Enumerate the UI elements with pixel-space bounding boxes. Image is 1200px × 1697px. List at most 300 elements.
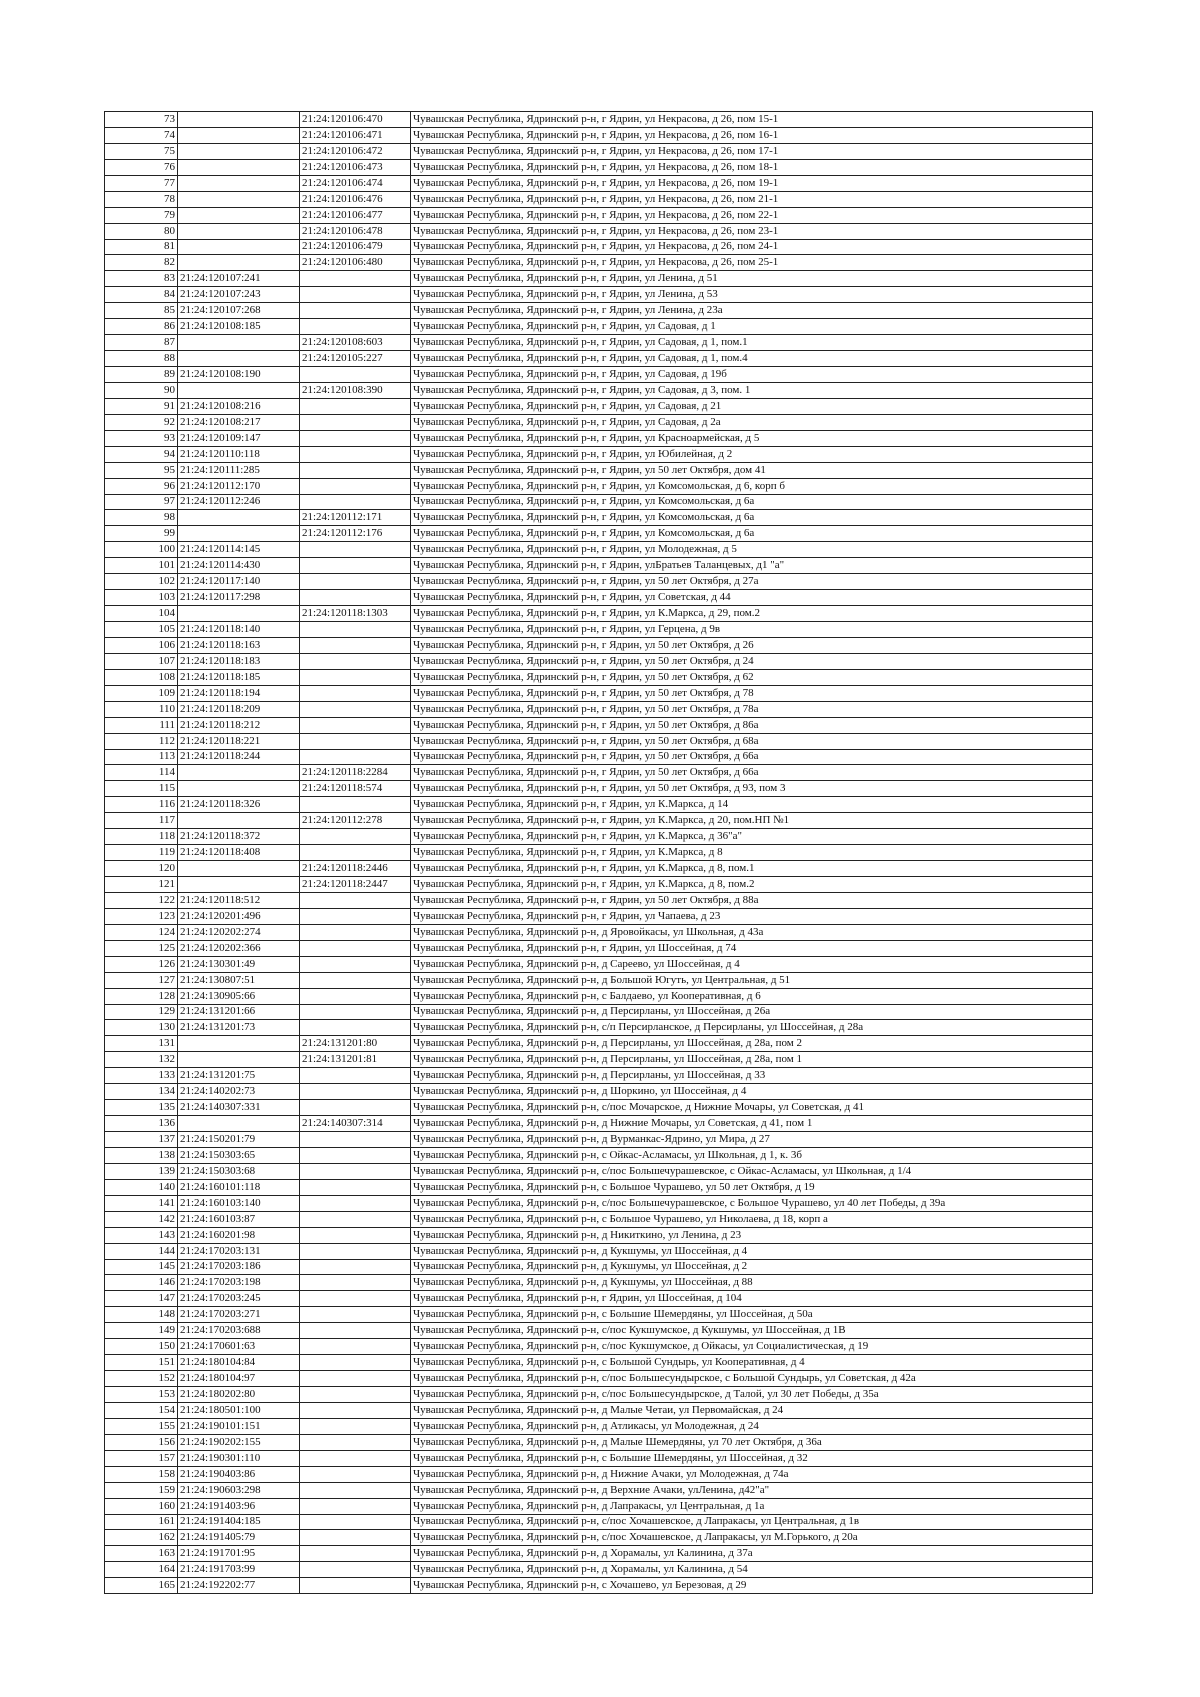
table-row	[105, 287, 1093, 303]
address-cell: Чувашская Республика, Ядринский р-н, г Ядрин, ул Некрасова, д 26, пом 24-1	[411, 239, 1093, 255]
address-cell: Чувашская Республика, Ядринский р-н, д Кукшумы, ул Шоссейная, д 4	[411, 1243, 1093, 1259]
land-cadastral-number-cell	[178, 223, 300, 239]
row-number-cell: 128	[105, 988, 178, 1004]
address-cell: Чувашская Республика, Ядринский р-н, с/пос Большесундырское, с Большой Сундырь, ул Советская, д 42а	[411, 1371, 1093, 1387]
address-cell: Чувашская Республика, Ядринский р-н, г Ядрин, ул 50 лет Октября, д 93, пом 3	[411, 781, 1093, 797]
row-number-cell: 108	[105, 669, 178, 685]
row-number-cell: 124	[105, 924, 178, 940]
table-row	[105, 303, 1093, 319]
address-cell: Чувашская Республика, Ядринский р-н, с/пос Кукшумское, д Ойкасы, ул Социалистическая, д 19	[411, 1339, 1093, 1355]
address-cell: Чувашская Республика, Ядринский р-н, г Ядрин, ул Садовая, д 1	[411, 319, 1093, 335]
premises-cadastral-number-cell	[300, 1339, 411, 1355]
land-cadastral-number-cell	[178, 813, 300, 829]
premises-cadastral-number-cell: 21:24:120118:2284	[300, 765, 411, 781]
row-number-cell: 123	[105, 908, 178, 924]
premises-cadastral-number-cell	[300, 271, 411, 287]
table-row	[105, 1434, 1093, 1450]
premises-cadastral-number-cell	[300, 1291, 411, 1307]
table-row	[105, 319, 1093, 335]
premises-cadastral-number-cell	[300, 1514, 411, 1530]
row-number-cell: 77	[105, 175, 178, 191]
land-cadastral-number-cell	[178, 207, 300, 223]
table-row	[105, 1546, 1093, 1562]
table-row	[105, 1163, 1093, 1179]
land-cadastral-number-cell: 21:24:120118:326	[178, 797, 300, 813]
land-cadastral-number-cell: 21:24:180501:100	[178, 1402, 300, 1418]
table-row	[105, 845, 1093, 861]
land-cadastral-number-cell	[178, 1036, 300, 1052]
row-number-cell: 79	[105, 207, 178, 223]
address-cell: Чувашская Республика, Ядринский р-н, г Ядрин, ул Некрасова, д 26, пом 16-1	[411, 127, 1093, 143]
row-number-cell: 147	[105, 1291, 178, 1307]
table-row	[105, 765, 1093, 781]
land-cadastral-number-cell: 21:24:120118:512	[178, 892, 300, 908]
premises-cadastral-number-cell	[300, 574, 411, 590]
premises-cadastral-number-cell: 21:24:120106:474	[300, 175, 411, 191]
premises-cadastral-number-cell	[300, 1418, 411, 1434]
table-row	[105, 526, 1093, 542]
address-cell: Чувашская Республика, Ядринский р-н, г Ядрин, ул Садовая, д 2а	[411, 414, 1093, 430]
land-cadastral-number-cell	[178, 239, 300, 255]
table-row	[105, 1084, 1093, 1100]
address-cell: Чувашская Республика, Ядринский р-н, г Ядрин, ул 50 лет Октября, д 88а	[411, 892, 1093, 908]
land-cadastral-number-cell: 21:24:170203:245	[178, 1291, 300, 1307]
property-registry-table	[104, 111, 1093, 1594]
table-row	[105, 1275, 1093, 1291]
address-cell: Чувашская Республика, Ядринский р-н, г Ядрин, ул 50 лет Октября, д 68а	[411, 733, 1093, 749]
table-row	[105, 127, 1093, 143]
premises-cadastral-number-cell: 21:24:120108:603	[300, 335, 411, 351]
table-row	[105, 1355, 1093, 1371]
address-cell: Чувашская Республика, Ядринский р-н, г Ядрин, ул Садовая, д 21	[411, 398, 1093, 414]
address-cell: Чувашская Республика, Ядринский р-н, с Большое Чурашево, ул Николаева, д 18, корп а	[411, 1211, 1093, 1227]
row-number-cell: 101	[105, 558, 178, 574]
address-cell: Чувашская Республика, Ядринский р-н, г Ядрин, ул 50 лет Октября, д 66а	[411, 749, 1093, 765]
premises-cadastral-number-cell	[300, 653, 411, 669]
premises-cadastral-number-cell	[300, 669, 411, 685]
land-cadastral-number-cell: 21:24:170601:63	[178, 1339, 300, 1355]
land-cadastral-number-cell: 21:24:190202:155	[178, 1434, 300, 1450]
row-number-cell: 146	[105, 1275, 178, 1291]
table-row	[105, 1100, 1093, 1116]
address-cell: Чувашская Республика, Ядринский р-н, г Ядрин, ул Ленина, д 51	[411, 271, 1093, 287]
address-cell: Чувашская Республика, Ядринский р-н, г Ядрин, ул Некрасова, д 26, пом 18-1	[411, 159, 1093, 175]
premises-cadastral-number-cell: 21:24:120106:471	[300, 127, 411, 143]
land-cadastral-number-cell: 21:24:191403:96	[178, 1498, 300, 1514]
row-number-cell: 135	[105, 1100, 178, 1116]
land-cadastral-number-cell: 21:24:170203:186	[178, 1259, 300, 1275]
land-cadastral-number-cell: 21:24:120118:194	[178, 685, 300, 701]
row-number-cell: 149	[105, 1323, 178, 1339]
land-cadastral-number-cell	[178, 112, 300, 128]
land-cadastral-number-cell: 21:24:120118:163	[178, 637, 300, 653]
premises-cadastral-number-cell	[300, 685, 411, 701]
table-row	[105, 685, 1093, 701]
address-cell: Чувашская Республика, Ядринский р-н, г Ядрин, ул Красноармейская, д 5	[411, 430, 1093, 446]
premises-cadastral-number-cell: 21:24:120106:479	[300, 239, 411, 255]
premises-cadastral-number-cell	[300, 1211, 411, 1227]
premises-cadastral-number-cell	[300, 414, 411, 430]
land-cadastral-number-cell	[178, 255, 300, 271]
premises-cadastral-number-cell	[300, 892, 411, 908]
address-cell: Чувашская Республика, Ядринский р-н, с Ойкас-Асламасы, ул Школьная, д 1, к. 3б	[411, 1147, 1093, 1163]
address-cell: Чувашская Республика, Ядринский р-н, г Ядрин, ул 50 лет Октября, д 24	[411, 653, 1093, 669]
table-row	[105, 1179, 1093, 1195]
table-row	[105, 669, 1093, 685]
premises-cadastral-number-cell	[300, 1100, 411, 1116]
premises-cadastral-number-cell	[300, 956, 411, 972]
land-cadastral-number-cell: 21:24:120109:147	[178, 430, 300, 446]
row-number-cell: 106	[105, 637, 178, 653]
table-row	[105, 829, 1093, 845]
table-row	[105, 1323, 1093, 1339]
land-cadastral-number-cell: 21:24:170203:271	[178, 1307, 300, 1323]
row-number-cell: 130	[105, 1020, 178, 1036]
table-row	[105, 637, 1093, 653]
land-cadastral-number-cell: 21:24:160201:98	[178, 1227, 300, 1243]
land-cadastral-number-cell: 21:24:120202:366	[178, 940, 300, 956]
row-number-cell: 122	[105, 892, 178, 908]
address-cell: Чувашская Республика, Ядринский р-н, с Большие Шемердяны, ул Шоссейная, д 32	[411, 1450, 1093, 1466]
land-cadastral-number-cell	[178, 781, 300, 797]
row-number-cell: 155	[105, 1418, 178, 1434]
premises-cadastral-number-cell: 21:24:131201:80	[300, 1036, 411, 1052]
row-number-cell: 81	[105, 239, 178, 255]
table-row	[105, 223, 1093, 239]
address-cell: Чувашская Республика, Ядринский р-н, с/пос Хочашевское, д Лапракасы, ул М.Горького, д 20а	[411, 1530, 1093, 1546]
table-row	[105, 1291, 1093, 1307]
address-cell: Чувашская Республика, Ядринский р-н, с/пос Хочашевское, д Лапракасы, ул Центральная, д 1в	[411, 1514, 1093, 1530]
table-row	[105, 1211, 1093, 1227]
table-row	[105, 892, 1093, 908]
premises-cadastral-number-cell	[300, 558, 411, 574]
table-row	[105, 446, 1093, 462]
premises-cadastral-number-cell	[300, 1323, 411, 1339]
premises-cadastral-number-cell	[300, 701, 411, 717]
address-cell: Чувашская Республика, Ядринский р-н, г Ядрин, ул 50 лет Октября, д 62	[411, 669, 1093, 685]
address-cell: Чувашская Республика, Ядринский р-н, с Балдаево, ул Кооперативная, д 6	[411, 988, 1093, 1004]
row-number-cell: 95	[105, 462, 178, 478]
table-row	[105, 367, 1093, 383]
row-number-cell: 85	[105, 303, 178, 319]
address-cell: Чувашская Республика, Ядринский р-н, г Ядрин, ул Советская, д 44	[411, 590, 1093, 606]
row-number-cell: 76	[105, 159, 178, 175]
address-cell: Чувашская Республика, Ядринский р-н, г Ядрин, ул Садовая, д 3, пом. 1	[411, 382, 1093, 398]
address-cell: Чувашская Республика, Ядринский р-н, г Ядрин, ул К.Маркса, д 36"а"	[411, 829, 1093, 845]
land-cadastral-number-cell: 21:24:131201:75	[178, 1068, 300, 1084]
address-cell: Чувашская Республика, Ядринский р-н, д Атликасы, ул Молодежная, д 24	[411, 1418, 1093, 1434]
address-cell: Чувашская Республика, Ядринский р-н, г Ядрин, ул Некрасова, д 26, пом 15-1	[411, 112, 1093, 128]
table-row	[105, 1020, 1093, 1036]
address-cell: Чувашская Республика, Ядринский р-н, г Ядрин, ул Некрасова, д 26, пом 22-1	[411, 207, 1093, 223]
address-cell: Чувашская Республика, Ядринский р-н, д Персирланы, ул Шоссейная, д 28а, пом 2	[411, 1036, 1093, 1052]
row-number-cell: 139	[105, 1163, 178, 1179]
table-row	[105, 797, 1093, 813]
land-cadastral-number-cell: 21:24:120118:185	[178, 669, 300, 685]
table-row	[105, 112, 1093, 128]
premises-cadastral-number-cell	[300, 319, 411, 335]
land-cadastral-number-cell: 21:24:120111:285	[178, 462, 300, 478]
row-number-cell: 141	[105, 1195, 178, 1211]
land-cadastral-number-cell: 21:24:120112:246	[178, 494, 300, 510]
premises-cadastral-number-cell	[300, 1402, 411, 1418]
table-row	[105, 924, 1093, 940]
row-number-cell: 142	[105, 1211, 178, 1227]
premises-cadastral-number-cell	[300, 462, 411, 478]
premises-cadastral-number-cell	[300, 1562, 411, 1578]
address-cell: Чувашская Республика, Ядринский р-н, г Ядрин, ул Некрасова, д 26, пом 17-1	[411, 143, 1093, 159]
address-cell: Чувашская Республика, Ядринский р-н, г Ядрин, ул К.Маркса, д 20, пом.НП №1	[411, 813, 1093, 829]
address-cell: Чувашская Республика, Ядринский р-н, г Ядрин, ул Ленина, д 53	[411, 287, 1093, 303]
table-row	[105, 972, 1093, 988]
premises-cadastral-number-cell	[300, 542, 411, 558]
premises-cadastral-number-cell	[300, 1482, 411, 1498]
address-cell: Чувашская Республика, Ядринский р-н, г Ядрин, ул Шоссейная, д 74	[411, 940, 1093, 956]
table-row	[105, 510, 1093, 526]
address-cell: Чувашская Республика, Ядринский р-н, д Персирланы, ул Шоссейная, д 33	[411, 1068, 1093, 1084]
land-cadastral-number-cell: 21:24:120108:217	[178, 414, 300, 430]
premises-cadastral-number-cell: 21:24:120118:1303	[300, 606, 411, 622]
premises-cadastral-number-cell	[300, 1259, 411, 1275]
table-row	[105, 1371, 1093, 1387]
row-number-cell: 97	[105, 494, 178, 510]
table-row	[105, 382, 1093, 398]
address-cell: Чувашская Республика, Ядринский р-н, д Шоркино, ул Шоссейная, д 4	[411, 1084, 1093, 1100]
land-cadastral-number-cell: 21:24:140307:331	[178, 1100, 300, 1116]
premises-cadastral-number-cell: 21:24:120112:171	[300, 510, 411, 526]
row-number-cell: 159	[105, 1482, 178, 1498]
row-number-cell: 78	[105, 191, 178, 207]
premises-cadastral-number-cell	[300, 1020, 411, 1036]
row-number-cell: 94	[105, 446, 178, 462]
address-cell: Чувашская Республика, Ядринский р-н, д Лапракасы, ул Центральная, д 1а	[411, 1498, 1093, 1514]
row-number-cell: 119	[105, 845, 178, 861]
land-cadastral-number-cell: 21:24:120117:298	[178, 590, 300, 606]
premises-cadastral-number-cell: 21:24:120106:470	[300, 112, 411, 128]
table-row	[105, 494, 1093, 510]
land-cadastral-number-cell	[178, 877, 300, 893]
premises-cadastral-number-cell	[300, 446, 411, 462]
address-cell: Чувашская Республика, Ядринский р-н, д Кукшумы, ул Шоссейная, д 88	[411, 1275, 1093, 1291]
row-number-cell: 109	[105, 685, 178, 701]
address-cell: Чувашская Республика, Ядринский р-н, с/пос Мочарское, д Нижние Мочары, ул Советская, д 41	[411, 1100, 1093, 1116]
premises-cadastral-number-cell	[300, 733, 411, 749]
address-cell: Чувашская Республика, Ядринский р-н, д Персирланы, ул Шоссейная, д 26а	[411, 1004, 1093, 1020]
table-row	[105, 414, 1093, 430]
land-cadastral-number-cell: 21:24:120201:496	[178, 908, 300, 924]
row-number-cell: 120	[105, 861, 178, 877]
table-row	[105, 271, 1093, 287]
address-cell: Чувашская Республика, Ядринский р-н, г Ядрин, ул К.Маркса, д 8	[411, 845, 1093, 861]
table-row	[105, 988, 1093, 1004]
land-cadastral-number-cell	[178, 765, 300, 781]
row-number-cell: 86	[105, 319, 178, 335]
row-number-cell: 100	[105, 542, 178, 558]
land-cadastral-number-cell	[178, 159, 300, 175]
table-row	[105, 733, 1093, 749]
premises-cadastral-number-cell	[300, 972, 411, 988]
land-cadastral-number-cell: 21:24:130301:49	[178, 956, 300, 972]
land-cadastral-number-cell: 21:24:120118:140	[178, 622, 300, 638]
table-row	[105, 653, 1093, 669]
premises-cadastral-number-cell	[300, 622, 411, 638]
land-cadastral-number-cell	[178, 1116, 300, 1132]
premises-cadastral-number-cell	[300, 1434, 411, 1450]
premises-cadastral-number-cell: 21:24:120106:477	[300, 207, 411, 223]
row-number-cell: 157	[105, 1450, 178, 1466]
row-number-cell: 160	[105, 1498, 178, 1514]
premises-cadastral-number-cell	[300, 1466, 411, 1482]
address-cell: Чувашская Республика, Ядринский р-н, с/пос Большечурашевское, с Большое Чурашево, ул 40 лет Победы, д 39а	[411, 1195, 1093, 1211]
table-row	[105, 1418, 1093, 1434]
row-number-cell: 89	[105, 367, 178, 383]
land-cadastral-number-cell: 21:24:130807:51	[178, 972, 300, 988]
row-number-cell: 144	[105, 1243, 178, 1259]
premises-cadastral-number-cell	[300, 1004, 411, 1020]
table-row	[105, 558, 1093, 574]
premises-cadastral-number-cell	[300, 303, 411, 319]
land-cadastral-number-cell: 21:24:191701:95	[178, 1546, 300, 1562]
land-cadastral-number-cell: 21:24:120114:430	[178, 558, 300, 574]
row-number-cell: 87	[105, 335, 178, 351]
row-number-cell: 125	[105, 940, 178, 956]
table-row	[105, 1498, 1093, 1514]
address-cell: Чувашская Республика, Ядринский р-н, д Нижние Ачаки, ул Молодежная, д 74а	[411, 1466, 1093, 1482]
row-number-cell: 156	[105, 1434, 178, 1450]
table-row	[105, 191, 1093, 207]
table-row	[105, 861, 1093, 877]
row-number-cell: 90	[105, 382, 178, 398]
land-cadastral-number-cell: 21:24:120110:118	[178, 446, 300, 462]
table-row	[105, 813, 1093, 829]
address-cell: Чувашская Республика, Ядринский р-н, с/пос Большечурашевское, с Ойкас-Асламасы, ул Школьная, д 1/4	[411, 1163, 1093, 1179]
address-cell: Чувашская Республика, Ядринский р-н, г Ядрин, ул Молодежная, д 5	[411, 542, 1093, 558]
row-number-cell: 83	[105, 271, 178, 287]
table-row	[105, 143, 1093, 159]
address-cell: Чувашская Республика, Ядринский р-н, д Никиткино, ул Ленина, д 23	[411, 1227, 1093, 1243]
table-row	[105, 159, 1093, 175]
premises-cadastral-number-cell	[300, 1068, 411, 1084]
premises-cadastral-number-cell	[300, 1227, 411, 1243]
premises-cadastral-number-cell: 21:24:120112:278	[300, 813, 411, 829]
land-cadastral-number-cell: 21:24:170203:688	[178, 1323, 300, 1339]
address-cell: Чувашская Республика, Ядринский р-н, с Большие Шемердяны, ул Шоссейная, д 50а	[411, 1307, 1093, 1323]
row-number-cell: 107	[105, 653, 178, 669]
table-row	[105, 1562, 1093, 1578]
premises-cadastral-number-cell	[300, 1578, 411, 1594]
row-number-cell: 73	[105, 112, 178, 128]
address-cell: Чувашская Республика, Ядринский р-н, г Ядрин, ул Некрасова, д 26, пом 21-1	[411, 191, 1093, 207]
address-cell: Чувашская Республика, Ядринский р-н, г Ядрин, ул Юбилейная, д 2	[411, 446, 1093, 462]
row-number-cell: 151	[105, 1355, 178, 1371]
address-cell: Чувашская Республика, Ядринский р-н, г Ядрин, ул К.Маркса, д 8, пом.1	[411, 861, 1093, 877]
premises-cadastral-number-cell	[300, 797, 411, 813]
premises-cadastral-number-cell	[300, 1530, 411, 1546]
table-row	[105, 781, 1093, 797]
premises-cadastral-number-cell	[300, 1275, 411, 1291]
address-cell: Чувашская Республика, Ядринский р-н, г Ядрин, ул 50 лет Октября, д 78	[411, 685, 1093, 701]
table-row	[105, 1530, 1093, 1546]
row-number-cell: 74	[105, 127, 178, 143]
land-cadastral-number-cell: 21:24:191703:99	[178, 1562, 300, 1578]
address-cell: Чувашская Республика, Ядринский р-н, д Кукшумы, ул Шоссейная, д 2	[411, 1259, 1093, 1275]
row-number-cell: 153	[105, 1387, 178, 1403]
table-row	[105, 1227, 1093, 1243]
land-cadastral-number-cell: 21:24:130905:66	[178, 988, 300, 1004]
land-cadastral-number-cell: 21:24:120107:243	[178, 287, 300, 303]
premises-cadastral-number-cell	[300, 845, 411, 861]
land-cadastral-number-cell: 21:24:190301:110	[178, 1450, 300, 1466]
land-cadastral-number-cell: 21:24:120108:190	[178, 367, 300, 383]
address-cell: Чувашская Республика, Ядринский р-н, г Ядрин, ул Комсомольская, д 6а	[411, 526, 1093, 542]
land-cadastral-number-cell: 21:24:180104:97	[178, 1371, 300, 1387]
address-cell: Чувашская Республика, Ядринский р-н, г Ядрин, ул Комсомольская, д 6, корп б	[411, 478, 1093, 494]
premises-cadastral-number-cell	[300, 1307, 411, 1323]
premises-cadastral-number-cell	[300, 749, 411, 765]
row-number-cell: 150	[105, 1339, 178, 1355]
address-cell: Чувашская Республика, Ядринский р-н, г Ядрин, ул 50 лет Октября, д 26	[411, 637, 1093, 653]
premises-cadastral-number-cell	[300, 908, 411, 924]
row-number-cell: 121	[105, 877, 178, 893]
table-row	[105, 398, 1093, 414]
address-cell: Чувашская Республика, Ядринский р-н, с/пос Кукшумское, д Кукшумы, ул Шоссейная, д 1В	[411, 1323, 1093, 1339]
premises-cadastral-number-cell	[300, 398, 411, 414]
address-cell: Чувашская Республика, Ядринский р-н, д Персирланы, ул Шоссейная, д 28а, пом 1	[411, 1052, 1093, 1068]
premises-cadastral-number-cell	[300, 430, 411, 446]
land-cadastral-number-cell: 21:24:120118:408	[178, 845, 300, 861]
table-row	[105, 590, 1093, 606]
address-cell: Чувашская Республика, Ядринский р-н, г Ядрин, ул К.Маркса, д 29, пом.2	[411, 606, 1093, 622]
row-number-cell: 92	[105, 414, 178, 430]
land-cadastral-number-cell: 21:24:170203:198	[178, 1275, 300, 1291]
land-cadastral-number-cell: 21:24:120114:145	[178, 542, 300, 558]
row-number-cell: 138	[105, 1147, 178, 1163]
address-cell: Чувашская Республика, Ядринский р-н, г Ядрин, ул 50 лет Октября, д 78а	[411, 701, 1093, 717]
table-row	[105, 1068, 1093, 1084]
land-cadastral-number-cell: 21:24:170203:131	[178, 1243, 300, 1259]
land-cadastral-number-cell	[178, 526, 300, 542]
land-cadastral-number-cell: 21:24:180202:80	[178, 1387, 300, 1403]
land-cadastral-number-cell: 21:24:120202:274	[178, 924, 300, 940]
row-number-cell: 148	[105, 1307, 178, 1323]
row-number-cell: 105	[105, 622, 178, 638]
land-cadastral-number-cell	[178, 510, 300, 526]
premises-cadastral-number-cell	[300, 1084, 411, 1100]
land-cadastral-number-cell: 21:24:191405:79	[178, 1530, 300, 1546]
premises-cadastral-number-cell	[300, 590, 411, 606]
address-cell: Чувашская Республика, Ядринский р-н, г Ядрин, ул Чапаева, д 23	[411, 908, 1093, 924]
land-cadastral-number-cell: 21:24:120118:183	[178, 653, 300, 669]
land-cadastral-number-cell: 21:24:120108:216	[178, 398, 300, 414]
address-cell: Чувашская Республика, Ядринский р-н, г Ядрин, улБратьев Таланцевых, д1 "а"	[411, 558, 1093, 574]
address-cell: Чувашская Республика, Ядринский р-н, д Нижние Мочары, ул Советская, д 41, пом 1	[411, 1116, 1093, 1132]
land-cadastral-number-cell	[178, 351, 300, 367]
row-number-cell: 140	[105, 1179, 178, 1195]
row-number-cell: 80	[105, 223, 178, 239]
address-cell: Чувашская Республика, Ядринский р-н, д Малые Четаи, ул Первомайская, д 24	[411, 1402, 1093, 1418]
table-row	[105, 175, 1093, 191]
land-cadastral-number-cell: 21:24:120108:185	[178, 319, 300, 335]
table-row	[105, 1259, 1093, 1275]
row-number-cell: 129	[105, 1004, 178, 1020]
premises-cadastral-number-cell	[300, 988, 411, 1004]
address-cell: Чувашская Республика, Ядринский р-н, г Ядрин, ул Некрасова, д 26, пом 19-1	[411, 175, 1093, 191]
row-number-cell: 145	[105, 1259, 178, 1275]
row-number-cell: 99	[105, 526, 178, 542]
premises-cadastral-number-cell	[300, 1243, 411, 1259]
table-row	[105, 717, 1093, 733]
land-cadastral-number-cell: 21:24:120107:241	[178, 271, 300, 287]
